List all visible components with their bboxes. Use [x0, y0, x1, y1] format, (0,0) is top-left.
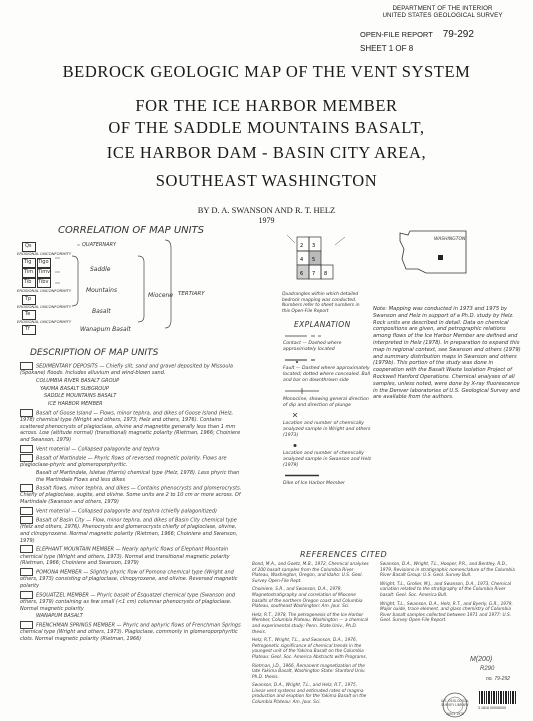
unit-label-te: Te — [25, 311, 31, 317]
description-title: DESCRIPTION OF MAP UNITS — [30, 348, 159, 358]
label-tertiary: TERTIARY — [178, 291, 205, 297]
reference-item: Helz, R.T., 1978, The petrogenesis of the Ice Harbor Member, Columbia Plateau, Washington — a chemical and experimental study: Penn. State Univ., Ph.D. thesis. — [252, 612, 369, 635]
desc-item-sedimentary: SEDIMENTARY DEPOSITS — Chiefly silt, sand and gravel deposited by Missoula (Spokane) floods. Includes alluvium and wind-blown sand. — [20, 363, 233, 377]
library-stamp-text: U.S. GEOLOGICAL SURVEY LIBRARY — [441, 699, 469, 707]
call-number-stamp-2: R290 — [480, 666, 495, 672]
unit-label-tib: Tib — [24, 279, 32, 285]
index-num-2: 2 — [300, 243, 304, 249]
label-quaternary: QUATERNARY — [82, 242, 117, 248]
title-line-1: BEDROCK GEOLOGIC MAP OF THE VENT SYSTEM — [62, 62, 471, 81]
index-num-6: 6 — [300, 271, 304, 277]
report-number: 79-292 — [442, 29, 474, 40]
explanation-title: EXPLANATION — [294, 320, 351, 329]
reference-item: Bond, M.A., and Goetz, M.B., 1972, Chemical analyses of 200 basalt samples from the Columbia River Plateau, Washington, Oregon, and Idaho: U.S. Geol. Survey Open-File Rept. — [252, 562, 369, 584]
year: 1979 — [258, 216, 275, 225]
unconformity-3: EROSIONAL UNCONFORMITY — [17, 304, 72, 309]
authors: BY D. A. SWANSON AND R. T. HELZ — [197, 205, 336, 215]
index-num-3: 3 — [312, 243, 316, 249]
desc-item-vent-1: Vent material — Collapsed palagonite and tephra — [20, 445, 245, 453]
references-column-2 — [380, 562, 520, 624]
label-miocene: Miocene — [148, 292, 173, 299]
fault-line-symbol — [283, 357, 323, 363]
label-saddle: Saddle — [90, 266, 111, 273]
contact-line-symbol — [283, 334, 323, 338]
desc-item-flows: Basalt flows, minor tephra, and dikes — Contains phenocrysts and glomerocrysts. Chiefly of plagioclase, augite, and olivine. Some units are 2 to 10 cm or more across. Of Martindale (Swanson and others, 1979) — [20, 485, 242, 506]
desc-item-yakima: YAKIMA BASALT SUBGROUP — [40, 385, 109, 392]
unit-symbol-box — [20, 507, 33, 515]
reference-item: Wright, T.L., Grolier, M.J., and Swanson, D.A., 1973, Chemical variation related to the stratigraphy of the Columbia River basalt: Geol. Soc. America Bull. — [380, 581, 512, 598]
unit-symbol-box — [20, 568, 33, 576]
unit-descriptions — [20, 362, 245, 644]
explanation-monocline: Monocline, showing general direction of dip and direction of plunge — [283, 388, 373, 409]
unit-symbol-box — [20, 409, 33, 417]
study-area-marker — [438, 255, 443, 260]
explanation-sample-wright: Location and number of chemically analyzed sample in Wright and others (1973) — [283, 413, 373, 439]
unconformity-2: EROSIONAL UNCONFORMITY — [17, 288, 72, 293]
library-stamp-date: JAN 4 1979 — [446, 712, 464, 716]
title-line-3: OF THE SADDLE MOUNTAINS BASALT, — [108, 118, 425, 137]
index-num-5: 5 — [312, 257, 316, 263]
correlation-title: CORRELATION OF MAP UNITS — [58, 225, 205, 236]
reference-item: Swanson, D.A., Wright, T.L., and Helz, R.T., 1975, Linear vent systems and estimated rates of magma production and eruption for the Yakima Basalt on the Columbia Plateau: Am. Jour. Sci. — [252, 683, 367, 706]
unit-label-qs: Qs — [25, 243, 32, 249]
reference-item: Helz, R.T., Wright, T.L., and Swanson, D.A., 1976, Petrogenetic significance of chemical trends in the youngest unit of the Yakima Basalt on the Columbia Plateau: Geol. Soc. America Abstracts with Programs. — [252, 638, 368, 660]
washington-locator-map — [396, 229, 471, 279]
desc-item-goose-island: Basalt of Goose Island — Flows, minor tephra, and dikes of Goose Island (Helz, 1978) chemical type (Wright and others, 1973; Helz and others, 1976). Contains scattered phenocrysts of plagioclase, olivine and magnetite generally less than 1 mm across. Low (altitude normal) (transitional) magnetic polarity (Rietman, 1966; Choiniere and Swanson, 1979) — [20, 410, 241, 444]
label-wanapum: Wanapum Basalt — [80, 326, 131, 333]
unit-label-tp: Tp — [25, 296, 32, 302]
mapping-note: Note: Mapping was conducted in 1973 and 1975 by Swanson and Helz in support of a Ph.D. study by Helz. Rock units are described in detail. Data on chemical compositions are given, and petrographic relations among flows of the Ice Harbor Member are defined and interpreted in Helz (1978). In preparation to expand this map in regional context, see Swanson and others (1979) and summary distribution maps in Swanson and others (1979b). This portion of the study was done in cooperation with the Basalt Waste Isolation Project of Rockwell Hanford Operations. Chemical analyses of all samples, unless noted, were done by X-ray fluorescence in the Denver laboratories of U.S. Geological Survey and are available from the authors. — [373, 306, 521, 401]
unit-symbol-box — [20, 591, 33, 599]
desc-item-frenchman: FRENCHMAN SPRINGS MEMBER — Phyric and aphyric flows of Frenchman Springs chemical type (Wright and others, 1973). Plagioclase, commonly in glomeroporphyritic clots. Normal magnetic polarity (Rietman, 1966) — [20, 622, 241, 642]
desc-item-martindale-2: Basalt of Martindale, Isletas (Harris) chemical type (Helz, 1978). Less phyric than the Martindale Flows and less dikes — [36, 469, 240, 483]
sample-symbol-dot — [283, 443, 323, 448]
dike-symbol — [283, 473, 323, 478]
department-label: DEPARTMENT OF THE INTERIOR — [392, 5, 493, 12]
monocline-symbol — [283, 388, 323, 394]
desc-item-crbg: COLUMBIA RIVER BASALT GROUP — [36, 377, 120, 384]
unconformity-1: EROSIONAL UNCONFORMITY — [17, 251, 72, 256]
desc-item-martindale: Basalt of Martindale — Phyric flows of reversed magnetic polarity. Flows are plagioclase-phyric and glomeroporphyritic. — [20, 455, 227, 469]
index-map-caption: Quadrangles within which detailed bedrock mapping was conducted. Numbers refer to sheet numbers in this Open-File Report — [282, 292, 360, 314]
unit-label-tim: Tim — [24, 269, 34, 275]
reference-item: Choiniere, S.R., and Swanson, D.A., 1979, Magnetostratigraphy and correlation of Miocene basalts of the northern Oregon coast and Columbia Plateau, southeast Washington: Am. Jour. Sci. — [252, 587, 363, 610]
explanation-dike: Dike of Ice Harbor Member — [283, 473, 373, 487]
unconformity-4: EROSIONAL UNCONFORMITY — [17, 319, 72, 324]
call-number-stamp-3: no. 79-292 — [486, 676, 510, 682]
index-num-8: 8 — [324, 271, 328, 277]
unit-symbol-box — [20, 445, 33, 453]
unit-symbol-box — [20, 545, 33, 553]
index-num-7: 7 — [312, 271, 316, 277]
unit-symbol-box — [20, 621, 33, 629]
unit-label-tig: Tig — [24, 259, 32, 265]
unit-symbol-box — [20, 484, 33, 492]
title-line-4: ICE HARBOR DAM - BASIN CITY AREA, — [106, 143, 427, 162]
label-basalt: Basalt — [92, 308, 111, 315]
references-title: REFERENCES CITED — [300, 550, 388, 559]
unit-label-timv: Timv — [38, 269, 51, 275]
references-column-1 — [252, 562, 370, 706]
label-mountains: Mountains — [86, 287, 118, 294]
explanation-contact: Contact — Dashed where approximately located — [283, 334, 373, 353]
sheet-number: SHEET 1 OF 8 — [360, 44, 414, 53]
desc-item-basin-city: Basalt of Basin City — Flow, minor tephra, and dikes of Basin City chemical type (Helz and others, 1976). Phenocrysts and glomerocrysts chiefly of plagioclase, olivine, and clinopyroxene. Normal magnetic polarity (Rietman, 1966; Choiniere and Swanson, 1979) — [20, 517, 238, 544]
explanation-fault: Fault — Dashed where approximately located; dotted where concealed. Ball and bar on downthrown side — [283, 357, 373, 384]
desc-item-ice-harbor: ICE HARBOR MEMBER — [48, 401, 103, 408]
desc-item-vent-2: Vent material — Collapsed palagonite and tephra (chiefly palagonitized) — [20, 507, 245, 515]
unit-symbol-box — [20, 516, 33, 524]
survey-label: UNITED STATES GEOLOGICAL SURVEY — [382, 12, 503, 19]
unit-symbol-box — [20, 454, 33, 462]
reference-item: Swanson, D.A., Wright, T.L., Hooper, P.R., and Bentley, R.D., 1979, Revisions in stratigraphic nomenclature of the Columbia River Basalt Group: U.S. Geol. Survey Bull. — [380, 562, 515, 579]
quadrangle-index-map — [285, 233, 355, 293]
sample-symbol-x — [283, 413, 323, 418]
barcode-number: 3 1818 00006000 — [478, 706, 506, 710]
report-label: OPEN-FILE REPORT — [360, 30, 433, 39]
unit-symbol-box — [20, 362, 33, 370]
barcode — [478, 690, 518, 714]
unit-label-tf: Tf — [25, 326, 30, 332]
state-label: WASHINGTON — [434, 237, 466, 242]
desc-item-elephant: ELEPHANT MOUNTAIN MEMBER — Nearly aphyric flows of Elephant Mountain chemical type (Wright and others, 1973). Normal and transitional magnetic polarity (Rietman, 1966; Choiniere and Swanson, 1979) — [20, 546, 230, 567]
desc-item-wanapum: WANAPUM BASALT — [36, 613, 83, 620]
desc-item-pomona: POMONA MEMBER — Slightly phyric flow of Pomona chemical type (Wright and others, 1973) consisting of plagioclase, clinopyroxene, and olivine. Reversed magnetic polarity — [20, 569, 238, 589]
title-line-2: FOR THE ICE HARBOR MEMBER — [135, 96, 398, 115]
desc-item-saddle: SADDLE MOUNTAINS BASALT — [44, 393, 117, 400]
reference-item: Rietman, J.D., 1966, Remanent magnetization of the late Yakima Basalt, Washington State: Stanford Univ. Ph.D. thesis. — [252, 663, 366, 680]
call-number-stamp: M(200) — [470, 656, 493, 663]
explanation-items — [283, 334, 373, 487]
reference-item: Wright, T.L., Swanson, D.A., Helz, R.T., and Byerly, G.R., 1979, Major oxide, trace element, and glass chemistry of Columbia River basalt samples collected between 1971 and 1977: U.S. Geol. Survey Open-File Report. — [380, 601, 513, 624]
unit-label-tigo: Tigo — [38, 259, 49, 265]
index-num-4: 4 — [300, 257, 304, 263]
title-line-5: SOUTHEAST WASHINGTON — [155, 171, 378, 190]
desc-item-esquatzel: ESQUATZEL MEMBER — Phyric basalt of Esquatzel chemical type (Swanson and others, 1979) containing as few small (<1 cm) columnar phenocrysts of plagioclase. Normal magnetic polarity — [20, 592, 236, 612]
unit-label-tibv: Tibv — [38, 279, 49, 285]
explanation-sample-swanson: Location and number of chemically analyzed sample in Swanson and Helz (1979) — [283, 443, 373, 469]
